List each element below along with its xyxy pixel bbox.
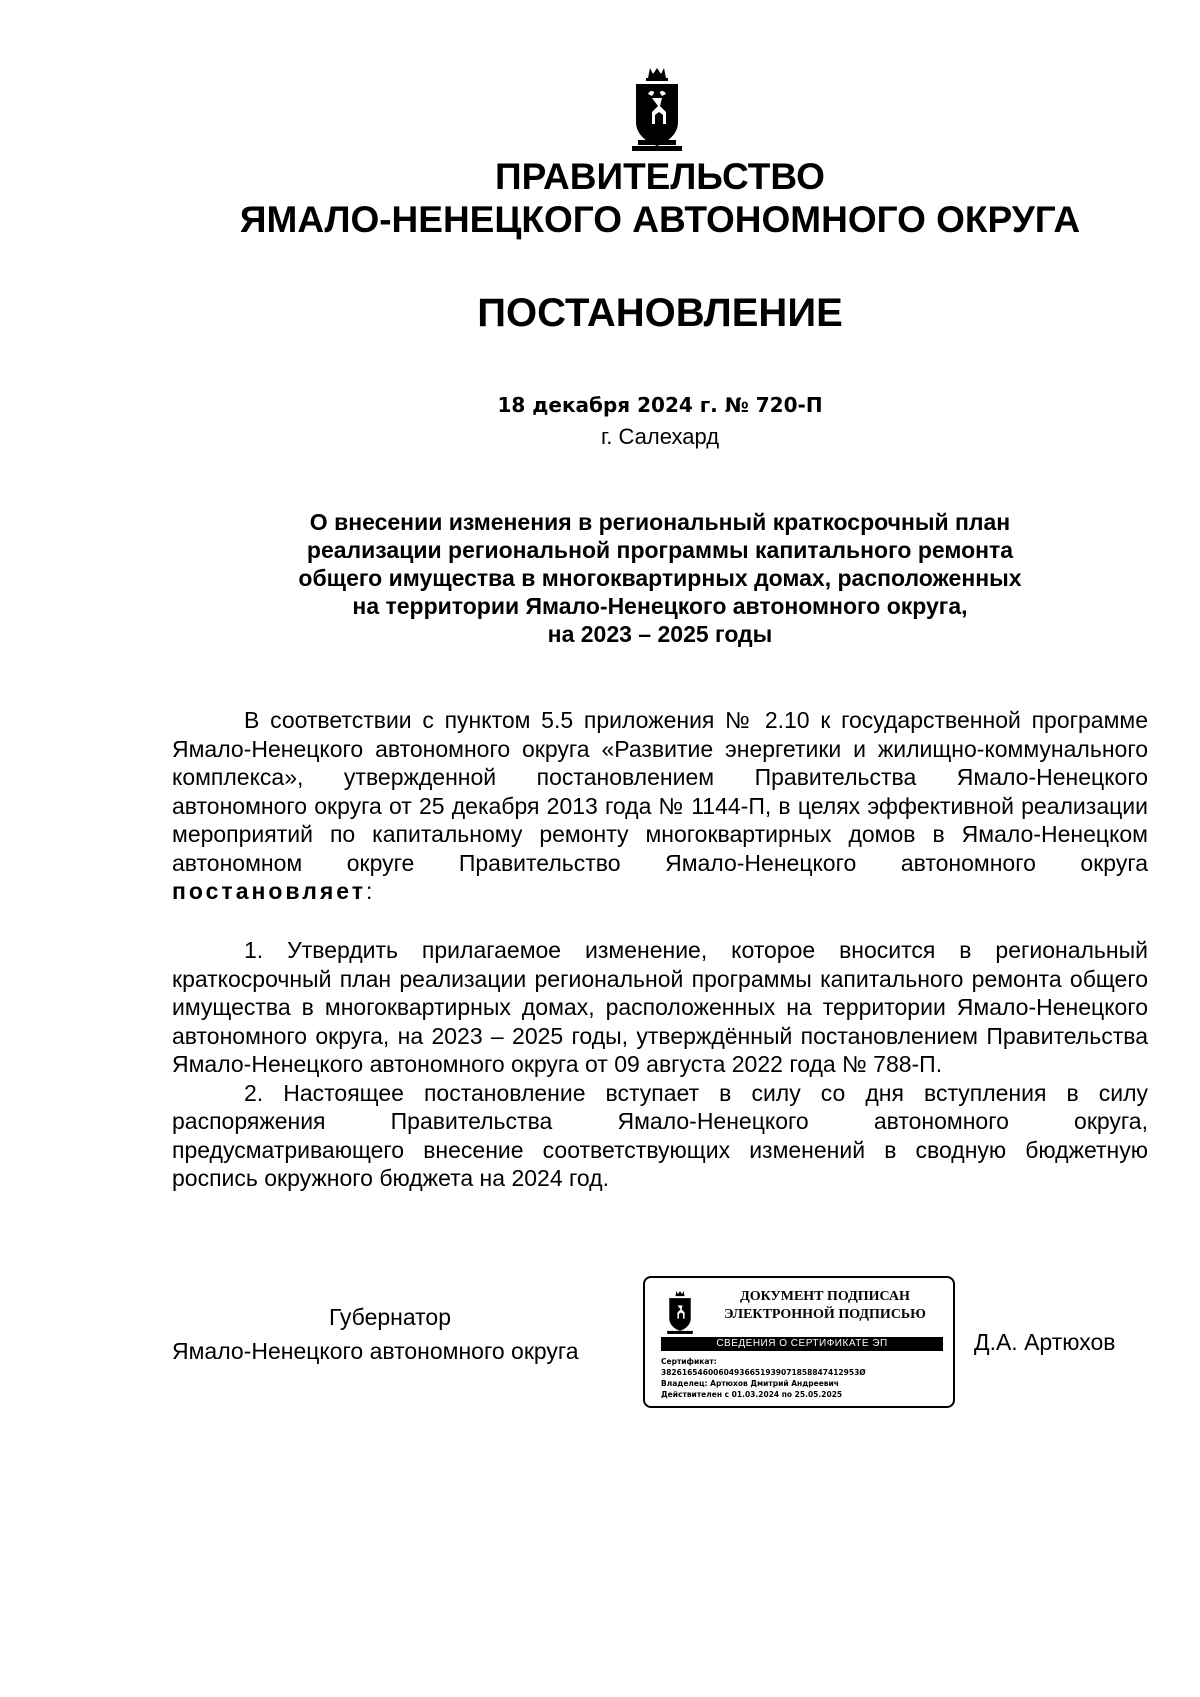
stamp-title <box>715 1288 935 1324</box>
signatory-position <box>172 1300 579 1368</box>
certificate-info-bar: СВЕДЕНИЯ О СЕРТИФИКАТЕ ЭП <box>661 1337 943 1351</box>
document-subject <box>220 508 1100 648</box>
subject-line: О внесении изменения в региональный краткосрочный план <box>309 509 1011 535</box>
cert-value: 38261654600604936651939071858847412953Ø <box>661 1368 866 1377</box>
coat-of-arms-icon <box>628 66 686 156</box>
cert-validity: Действителен с 01.03.2024 по 25.05.2025 <box>661 1390 843 1399</box>
cert-owner: Владелец: Артюхов Дмитрий Андреевич <box>661 1379 839 1388</box>
item-2: 2. Настоящее постановление вступает в силу со дня вступления в силу распоряжения Правительства Ямало-Ненецкого автономного округа, предусматривающего внесение соответствующих изменений в сводную бюджетную роспись окружного бюджета на 2024 год. <box>172 1079 1148 1191</box>
stamp-title-line2: ЭЛЕКТРОННОЙ ПОДПИСЬЮ <box>724 1307 926 1322</box>
resolves-word: постановляет <box>172 878 367 904</box>
position-line1: Губернатор <box>329 1304 452 1330</box>
org-name-line1: ПРАВИТЕЛЬСТВО <box>495 156 825 197</box>
resolution-items <box>172 936 1148 1193</box>
org-name-line2: ЯМАЛО-НЕНЕЦКОГО АВТОНОМНОГО ОКРУГА <box>239 199 1081 240</box>
position-line2: Ямало-Ненецкого автономного округа <box>172 1338 579 1364</box>
city: г. Салехард <box>600 424 720 449</box>
resolves-suffix: : <box>366 878 373 904</box>
cert-label: Сертификат: <box>661 1357 717 1366</box>
coat-of-arms-icon <box>665 1290 695 1336</box>
item-1: 1. Утвердить прилагаемое изменение, которое вносится в региональный краткосрочный план реализации региональной программы капитального ремонта общего имущества в многоквартирных домах, расположенных на территории Ямало-Ненецкого автономного округа, на 2023 – 2025 годы, утверждённый постановлением Правительства Ямало-Ненецкого автономного округа от 09 августа 2022 года № 788-П. <box>172 937 1148 1077</box>
preamble-text: В соответствии с пунктом 5.5 приложения № 2.10 к государственной программе Ямало-Ненецкого автономного округа «Развитие энергетики и жилищно-коммунального комплекса», утвержденной постановлением Правительства Ямало-Ненецкого автономного округа от 25 декабря 2013 года № 1144-П, в целях эффективной реализации мероприятий по капитальному ремонту многоквартирных домов в Ямало-Ненецком автономном округе Правительство Ямало-Ненецкого автономного округа <box>172 707 1148 876</box>
subject-line: общего имущества в многоквартирных домах, расположенных <box>298 565 1022 591</box>
date-and-number: 18 декабря 2024 г. № 720-П <box>497 393 823 417</box>
subject-line: реализации региональной программы капитального ремонта <box>306 537 1014 563</box>
subject-line: на территории Ямало-Ненецкого автономного округа, <box>352 593 968 619</box>
certificate-details <box>661 1356 866 1400</box>
stamp-title-line1: ДОКУМЕНТ ПОДПИСАН <box>740 1289 910 1304</box>
electronic-signature-stamp <box>643 1276 955 1408</box>
document-type: ПОСТАНОВЛЕНИЕ <box>477 291 843 335</box>
preamble-paragraph <box>172 706 1148 906</box>
subject-line: на 2023 – 2025 годы <box>547 621 773 647</box>
signatory-name: Д.А. Артюхов <box>974 1329 1116 1355</box>
